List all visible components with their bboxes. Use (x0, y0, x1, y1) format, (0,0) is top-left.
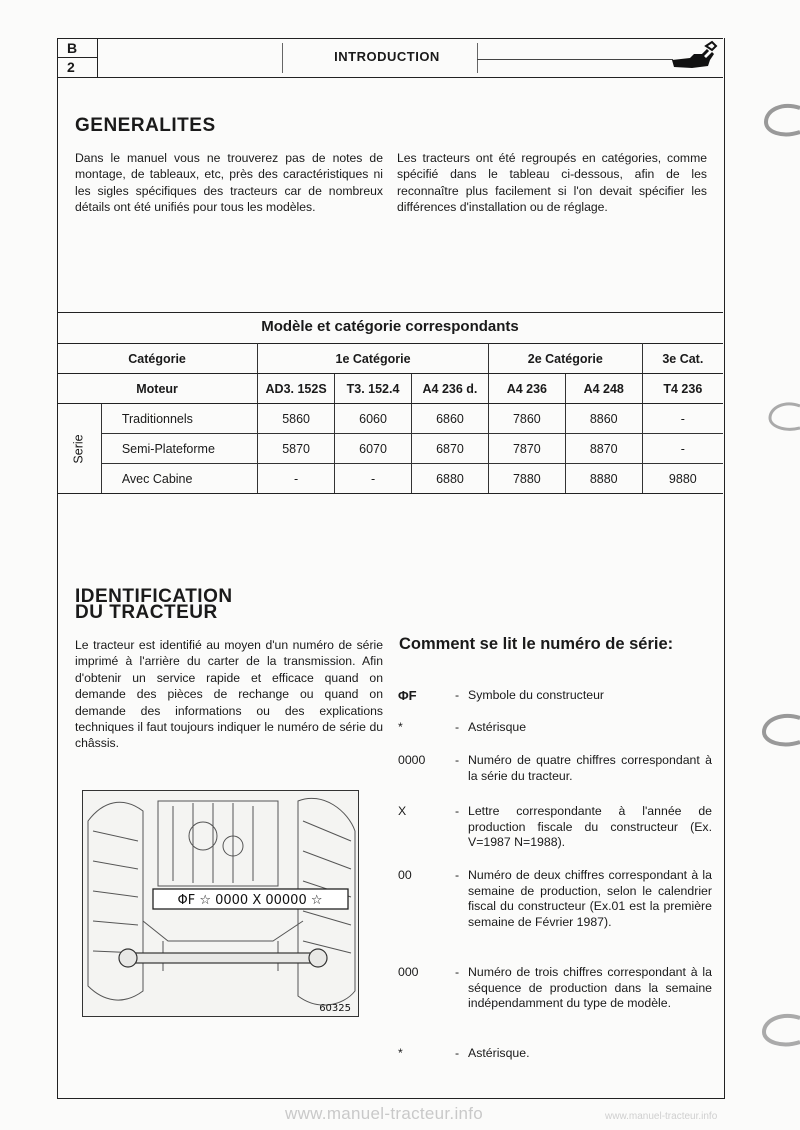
table-cell: 6870 (412, 434, 489, 464)
table-cell: 6060 (335, 404, 412, 434)
table-cell: 7860 (488, 404, 565, 434)
serial-dash: - (455, 753, 460, 767)
engine-cell: T3. 152.4 (335, 374, 412, 404)
engine-cell: T4 236 (642, 374, 723, 404)
table-cell: 7880 (488, 464, 565, 494)
cat2-label: 2e Catégorie (488, 344, 642, 374)
header-rule (477, 59, 673, 60)
table-cell: 6070 (335, 434, 412, 464)
serial-text: Astérisque. (468, 1046, 530, 1060)
engine-cell: AD3. 152S (258, 374, 335, 404)
section-separator (57, 312, 723, 313)
serial-text: Numéro de quatre chiffres correspondant à la série du tracteur. (468, 753, 712, 783)
serial-heading: Comment se lit le numéro de série: (399, 635, 674, 653)
row-label: Semi-Plateforme (101, 434, 257, 464)
table-cell: - (642, 404, 723, 434)
serial-key: 000 (398, 965, 419, 979)
categorie-label: Catégorie (57, 344, 258, 374)
engine-cell: A4 248 (565, 374, 642, 404)
table-cell: 8860 (565, 404, 642, 434)
serial-key: * (398, 1046, 403, 1060)
table-cell: 5870 (258, 434, 335, 464)
row-label: Avec Cabine (101, 464, 257, 494)
serial-key: 00 (398, 868, 412, 882)
binder-hole-icon (752, 400, 800, 434)
moteur-label: Moteur (57, 374, 258, 404)
binder-hole-icon (752, 710, 800, 750)
section-letter: B (57, 39, 97, 58)
tractor-rear-drawing (83, 791, 358, 1016)
generalites-col2: Les tracteurs ont été regroupés en catégories, comme spécifié dans le tableau ci-dessous, afin de les reconnaître plus facilement si l'on devait spécifier les différences d'installation ou de réglage. (397, 151, 707, 215)
serial-dash: - (455, 1046, 460, 1060)
header-title: INTRODUCTION (334, 49, 440, 64)
serial-dash: - (455, 804, 460, 818)
table-row (57, 374, 723, 404)
binder-hole-icon (752, 1010, 800, 1050)
identification-body: Le tracteur est identifié au moyen d'un numéro de série imprimé à l'arrière du carter de la transmission. Afin d'obtenir un service rapide et efficace quand on demande des pièces de rechange ou quand on demande des informations ou des explications techniques il faut toujours indiquer le numéro de série du châssis. (75, 638, 383, 751)
serial-dash: - (455, 688, 460, 702)
table-title: Modèle et catégorie correspondants (261, 318, 519, 335)
table-cell: 7870 (488, 434, 565, 464)
table-cell: - (335, 464, 412, 494)
generalites-col1: Dans le manuel vous ne trouverez pas de notes de montage, de tableaux, etc, près des caractéristiques ni les sigles spécifiques des tracteurs car de nombreux détails ont été unifiés pour tous les modèles. (75, 151, 383, 215)
header-divider (477, 43, 478, 73)
serial-key: X (398, 804, 407, 818)
serial-text: Astérisque (468, 720, 527, 734)
serial-dash: - (455, 868, 460, 882)
serial-plate-figure (82, 790, 359, 1017)
table-cell: 5860 (258, 404, 335, 434)
category-table (57, 343, 723, 494)
serial-text: Numéro de trois chiffres correspondant à la séquence de production dans la semaine indépendamment du type de modèle. (468, 965, 712, 1010)
serial-text: Lettre correspondante à l'année de production fiscale du constructeur (Ex. V=1987 N=1988). (468, 804, 712, 849)
identification-heading-line1: IDENTIFICATION (75, 586, 233, 607)
serial-key: ΦF (398, 688, 417, 703)
table-cell: 8880 (565, 464, 642, 494)
footer-watermark-small: www.manuel-tracteur.info (605, 1111, 718, 1122)
wrench-hand-icon (668, 40, 718, 74)
footer-watermark: www.manuel-tracteur.info (285, 1104, 484, 1123)
binder-hole-icon (752, 100, 800, 140)
serial-dash: - (455, 720, 460, 734)
page-header (57, 38, 723, 78)
row-label: Traditionnels (101, 404, 257, 434)
generalites-heading: GENERALITES (75, 115, 216, 136)
serial-key: 0000 (398, 753, 426, 767)
table-row (57, 464, 723, 494)
page-number: 2 (67, 59, 75, 75)
table-row (57, 344, 723, 374)
table-row (57, 404, 723, 434)
serial-text: Symbole du constructeur (468, 688, 605, 702)
header-divider (282, 43, 283, 73)
serial-key: * (398, 720, 403, 734)
table-cell: 6880 (412, 464, 489, 494)
engine-cell: A4 236 d. (412, 374, 489, 404)
table-cell: - (642, 434, 723, 464)
table-cell: 8870 (565, 434, 642, 464)
serial-dash: - (455, 965, 460, 979)
engine-cell: A4 236 (488, 374, 565, 404)
section-code (57, 39, 98, 77)
cat3-label: 3e Cat. (642, 344, 723, 374)
serie-cell (57, 404, 101, 494)
cat1-label: 1e Catégorie (258, 344, 489, 374)
serial-text: Numéro de deux chiffres correspondant à la semaine de production, selon le calendrier fiscal du constructeur (Ex.01 est la première semaine de Février 1987). (468, 868, 712, 929)
figure-ref: 60325 (319, 1003, 351, 1014)
identification-heading-line2: DU TRACTEUR (75, 602, 218, 623)
table-cell: 6860 (412, 404, 489, 434)
serie-label: Serie (71, 433, 86, 464)
table-cell: 9880 (642, 464, 723, 494)
table-cell: - (258, 464, 335, 494)
table-row (57, 434, 723, 464)
plate-text: ΦF ☆ 0000 X 00000 ☆ (177, 893, 323, 908)
